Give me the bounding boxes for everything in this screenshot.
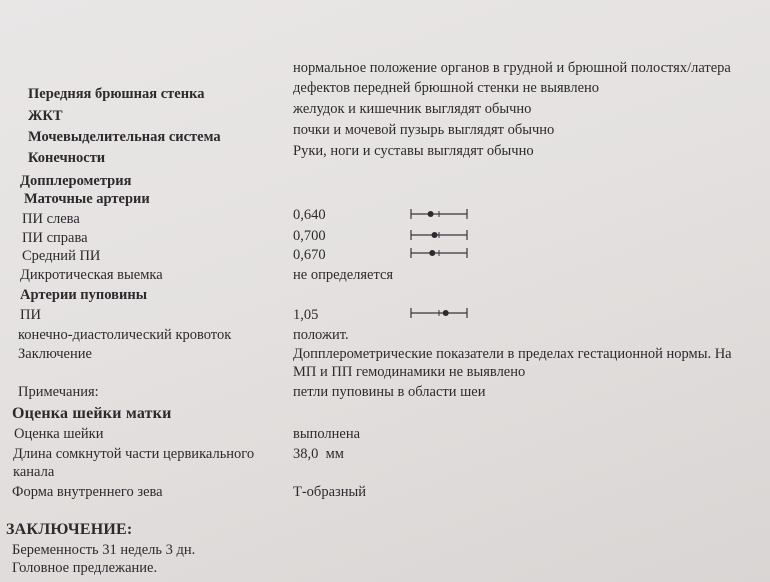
doppler-title: Допплерометрия (20, 173, 132, 189)
umbilical-pi-scale (408, 306, 470, 320)
gi-tract-value: желудок и кишечник выглядят обычно (293, 101, 532, 117)
limbs-label: Конечности (28, 150, 106, 166)
edf-label: конечно-диастолический кровоток (18, 327, 232, 343)
urinary-system-value: почки и мочевой пузырь выглядят обычно (293, 122, 555, 138)
value-marker (443, 310, 449, 316)
dicrotic-notch-label: Дикротическая выемка (20, 267, 163, 283)
cervix-eval-value: выполнена (293, 426, 361, 442)
doppler-conclusion-label: Заключение (18, 346, 92, 362)
pi-left-value: 0,640 (293, 207, 326, 223)
gi-tract-label: ЖКТ (28, 108, 63, 124)
value-marker (429, 250, 435, 256)
notes-value: петли пуповины в области шеи (293, 384, 486, 400)
umbilical-pi-label: ПИ (20, 307, 41, 323)
dicrotic-notch-value: не определяется (293, 267, 394, 283)
cervical-length-label-line1: Длина сомкнутой части цервикального (13, 446, 255, 462)
doppler-conclusion-line2: МП и ПП гемодинамики не выявлено (293, 364, 526, 380)
pi-right-value: 0,700 (293, 228, 326, 244)
cervix-title: Оценка шейки матки (12, 405, 172, 422)
urinary-system-label: Мочевыделительная система (28, 129, 221, 145)
conclusion-presentation: Головное предлежание. (12, 560, 158, 576)
umbilical-arteries-title: Артерии пуповины (20, 287, 148, 303)
internal-os-value: Т-образный (293, 484, 366, 500)
pi-left-scale (408, 207, 470, 221)
umbilical-pi-value: 1,05 (293, 307, 319, 323)
conclusion-title: ЗАКЛЮЧЕНИЕ: (6, 521, 133, 538)
pi-mean-value: 0,670 (293, 247, 326, 263)
pi-right-scale (408, 228, 470, 242)
cervical-length-value: 38,0 мм (293, 446, 344, 462)
pi-mean-label: Средний ПИ (22, 248, 101, 264)
cervical-length-label-line2: канала (13, 464, 55, 480)
anatomy-position-value: нормальное положение органов в грудной и брюшной полостях/латера (293, 60, 731, 76)
doppler-conclusion-line1: Допплерометрические показатели в пределах гестационной нормы. На (293, 346, 732, 362)
limbs-value: Руки, ноги и суставы выглядят обычно (293, 143, 534, 159)
conclusion-gestation: Беременность 31 недель 3 дн. (12, 542, 196, 558)
pi-right-label: ПИ справа (22, 230, 88, 246)
value-marker (428, 211, 434, 217)
uterine-arteries-title: Маточные артерии (24, 191, 150, 207)
edf-value: положит. (293, 327, 349, 343)
internal-os-label: Форма внутреннего зева (12, 484, 163, 500)
abdominal-wall-value: дефектов передней брюшной стенки не выявлено (293, 80, 600, 96)
notes-label: Примечания: (18, 384, 99, 400)
pi-mean-scale (408, 246, 470, 260)
cervix-eval-label: Оценка шейки (14, 426, 104, 442)
abdominal-wall-label: Передняя брюшная стенка (28, 86, 205, 102)
value-marker (432, 232, 438, 238)
pi-left-label: ПИ слева (22, 211, 80, 227)
